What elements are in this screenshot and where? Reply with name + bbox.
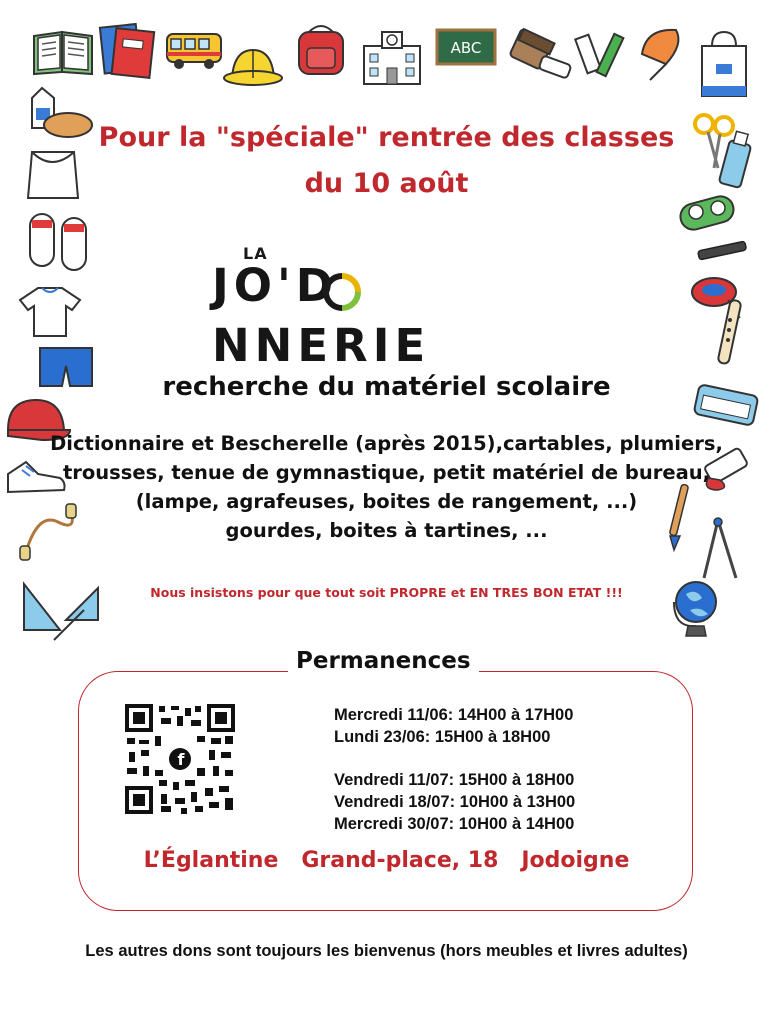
school-building-icon <box>360 24 424 88</box>
umbrella-icon <box>636 24 692 84</box>
svg-text:f: f <box>177 750 185 769</box>
recorder-flute-icon <box>712 296 748 368</box>
items-line-4: gourdes, boites à tartines, ... <box>225 519 548 542</box>
cleanliness-notice: Nous insistons pour que tout soit PROPRE et EN TRES BON ETAT !!! <box>150 585 623 600</box>
items-line-3: (lampe, agrafeuses, boites de rangement, ...) <box>135 490 638 513</box>
school-backpack-icon <box>293 22 349 78</box>
permanences-title: Permanences <box>288 648 479 674</box>
school-bus-icon <box>165 30 223 72</box>
headline-line-1: Pour la "spéciale" rentrée des classes <box>98 122 675 153</box>
set-squares-icon <box>14 570 104 644</box>
subtitle: recherche du matériel scolaire <box>162 372 611 402</box>
notebooks-icon <box>98 22 158 78</box>
schedule-line-5: Mercredi 30/07: 10H00 à 14H00 <box>334 815 575 833</box>
schedule-line-2: Lundi 23/06: 15H00 à 18H00 <box>334 728 551 746</box>
schedule-line-1: Mercredi 11/06: 14H00 à 17H00 <box>334 706 574 724</box>
location-address: L’Églantine Grand-place, 18 Jodoigne <box>143 848 630 873</box>
logo-main-left: JO'D <box>212 259 339 312</box>
footer-note: Les autres dons sont toujours les bienvenus (hors meubles et livres adultes) <box>85 942 688 960</box>
items-line-1: Dictionnaire et Bescherelle (après 2015),cartables, plumiers, <box>50 432 723 455</box>
chalkboard-icon <box>435 28 497 66</box>
schedule-line-4: Vendredi 18/07: 10H00 à 13H00 <box>334 793 576 811</box>
logo-small-text: LA <box>243 244 268 263</box>
t-shirt-icon <box>18 284 82 338</box>
logo-main-right: NNERIE <box>212 319 431 372</box>
glue-stick-icon <box>538 52 578 82</box>
safety-hat-icon <box>222 44 284 90</box>
headline-line-2: du 10 août <box>304 168 469 199</box>
crayon-icon <box>575 30 635 84</box>
items-line-2: trousses, tenue de gymnastique, petit matériel de bureau, <box>62 461 711 484</box>
book-icon <box>32 28 94 76</box>
qr-code-icon <box>125 704 235 814</box>
recycle-ring-icon <box>322 272 362 312</box>
tote-bag-icon <box>698 28 750 100</box>
schedule-line-3: Vendredi 11/07: 15H00 à 18H00 <box>334 771 575 789</box>
pen-icon <box>692 238 752 264</box>
indoor-shoes-icon <box>24 208 94 274</box>
svg-text:ABC: ABC <box>450 39 482 57</box>
